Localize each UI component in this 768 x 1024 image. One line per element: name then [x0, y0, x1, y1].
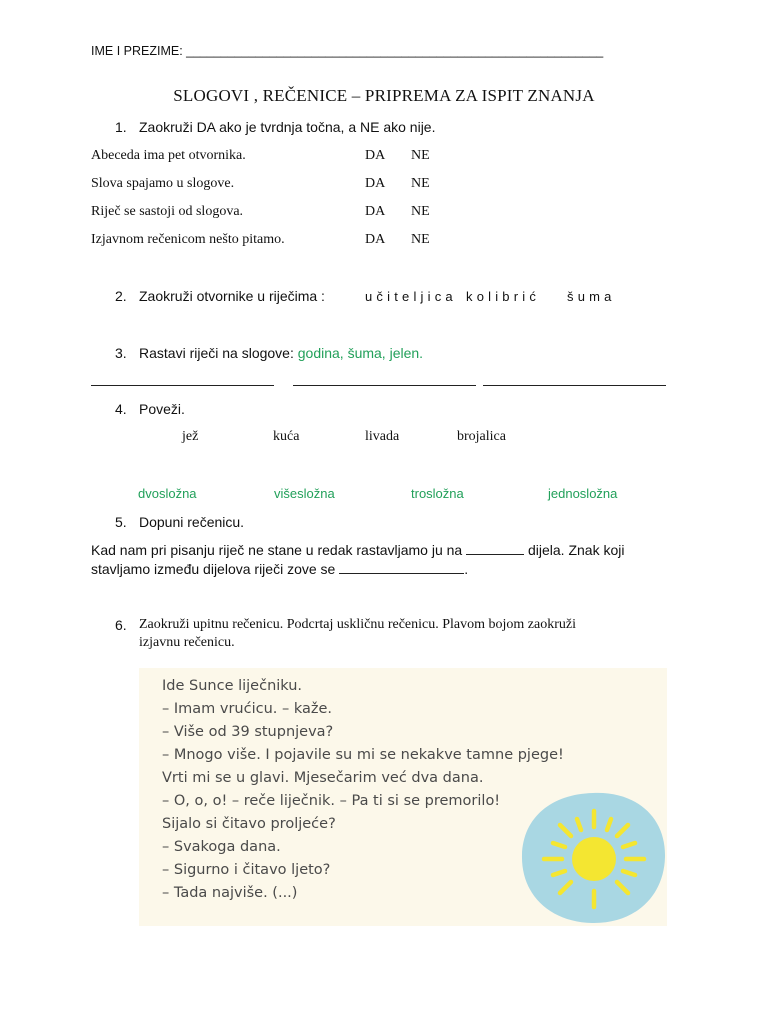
story-line[interactable]: Ide Sunce liječniku. [162, 678, 303, 694]
q4-category[interactable]: dvosložna [138, 486, 197, 501]
story-line[interactable]: – Tada najviše. (...) [162, 885, 298, 901]
name-surname-line: IME I PREZIME: ____________________________________________________________ [91, 44, 604, 58]
q4-category[interactable]: višesložna [274, 486, 335, 501]
q4-instruction: Poveži. [139, 401, 185, 417]
q1-yes-option[interactable]: DA [365, 204, 386, 219]
q3-instruction-text: Rastavi riječi na slogove: [139, 345, 294, 361]
q1-no-option[interactable]: NE [411, 176, 430, 191]
answer-line[interactable] [293, 385, 476, 386]
page-title: SLOGOVI , REČENICE – PRIPREMA ZA ISPIT ZNANJA [173, 86, 595, 105]
story-line[interactable]: – Imam vrućicu. – kaže. [162, 701, 333, 717]
fill-blank[interactable] [339, 561, 464, 574]
q4-word[interactable]: kuća [273, 429, 300, 444]
q1-yes-option[interactable]: DA [365, 148, 386, 163]
q6-number: 6. [115, 617, 127, 633]
q2-instruction: Zaokruži otvornike u riječima : [139, 288, 325, 304]
q1-statement: Izjavnom rečenicom nešto pitamo. [91, 232, 285, 247]
fill-blank[interactable] [466, 542, 524, 555]
q1-statement: Slova spajamo u slogove. [91, 176, 235, 191]
q5-sentence-part: Kad nam pri pisanju riječ ne stane u redak rastavljamo ju na [91, 542, 463, 558]
q3-instruction [139, 345, 423, 361]
q3-number: 3. [115, 345, 127, 361]
story-line[interactable]: – Više od 39 stupnjeva? [162, 724, 334, 740]
q1-number: 1. [115, 119, 127, 135]
q1-yes-option[interactable]: DA [365, 232, 386, 247]
q1-statement: Riječ se sastoji od slogova. [91, 204, 244, 219]
q2-number: 2. [115, 288, 127, 304]
story-line[interactable]: Vrti mi se u glavi. Mjesečarim već dva dana. [162, 770, 484, 786]
q5-sentence-end: . [464, 561, 469, 577]
answer-line[interactable] [91, 385, 274, 386]
story-line[interactable]: – Svakoga dana. [162, 839, 281, 855]
q1-instruction: Zaokruži DA ako je tvrdnja točna, a NE ako nije. [139, 119, 436, 135]
q1-statement: Abeceda ima pet otvornika. [91, 148, 246, 163]
q5-number: 5. [115, 514, 127, 530]
q2-word[interactable]: šuma [567, 289, 616, 304]
story-line[interactable]: Sijalo si čitavo proljeće? [162, 816, 336, 832]
q6-instruction: Zaokruži upitnu rečenicu. Podcrtaj uskličnu rečenicu. Plavom bojom zaokruži [139, 617, 576, 632]
q4-word[interactable]: livada [365, 429, 400, 444]
story-line[interactable]: – Mnogo više. I pojavile su mi se nekakve tamne pjege! [162, 747, 564, 763]
story-line[interactable]: – O, o, o! – reče liječnik. – Pa ti si se premorilo! [162, 793, 501, 809]
q1-no-option[interactable]: NE [411, 148, 430, 163]
q4-word[interactable]: jež [182, 429, 199, 444]
q1-no-option[interactable]: NE [411, 204, 430, 219]
q4-category[interactable]: trosložna [411, 486, 464, 501]
sun-icon [518, 789, 668, 926]
q4-word[interactable]: brojalica [457, 429, 506, 444]
answer-line[interactable] [483, 385, 666, 386]
q5-instruction: Dopuni rečenicu. [139, 514, 245, 530]
q1-yes-option[interactable]: DA [365, 176, 386, 191]
q2-word[interactable]: kolibrić [466, 289, 541, 304]
q6-instruction-cont: izjavnu rečenicu. [139, 635, 235, 650]
q5-fill-sentence [91, 541, 681, 579]
story-line[interactable]: – Sigurno i čitavo ljeto? [162, 862, 331, 878]
q3-words: godina, šuma, jelen. [297, 345, 424, 361]
q4-number: 4. [115, 401, 127, 417]
q5-sentence-part: dijela. Znak koji stavljamo između dijelova riječi zove se [91, 542, 625, 577]
story-text-box [139, 668, 667, 926]
q4-category[interactable]: jednosložna [548, 486, 618, 501]
q2-word[interactable]: učiteljica [365, 289, 457, 304]
q1-no-option[interactable]: NE [411, 232, 430, 247]
